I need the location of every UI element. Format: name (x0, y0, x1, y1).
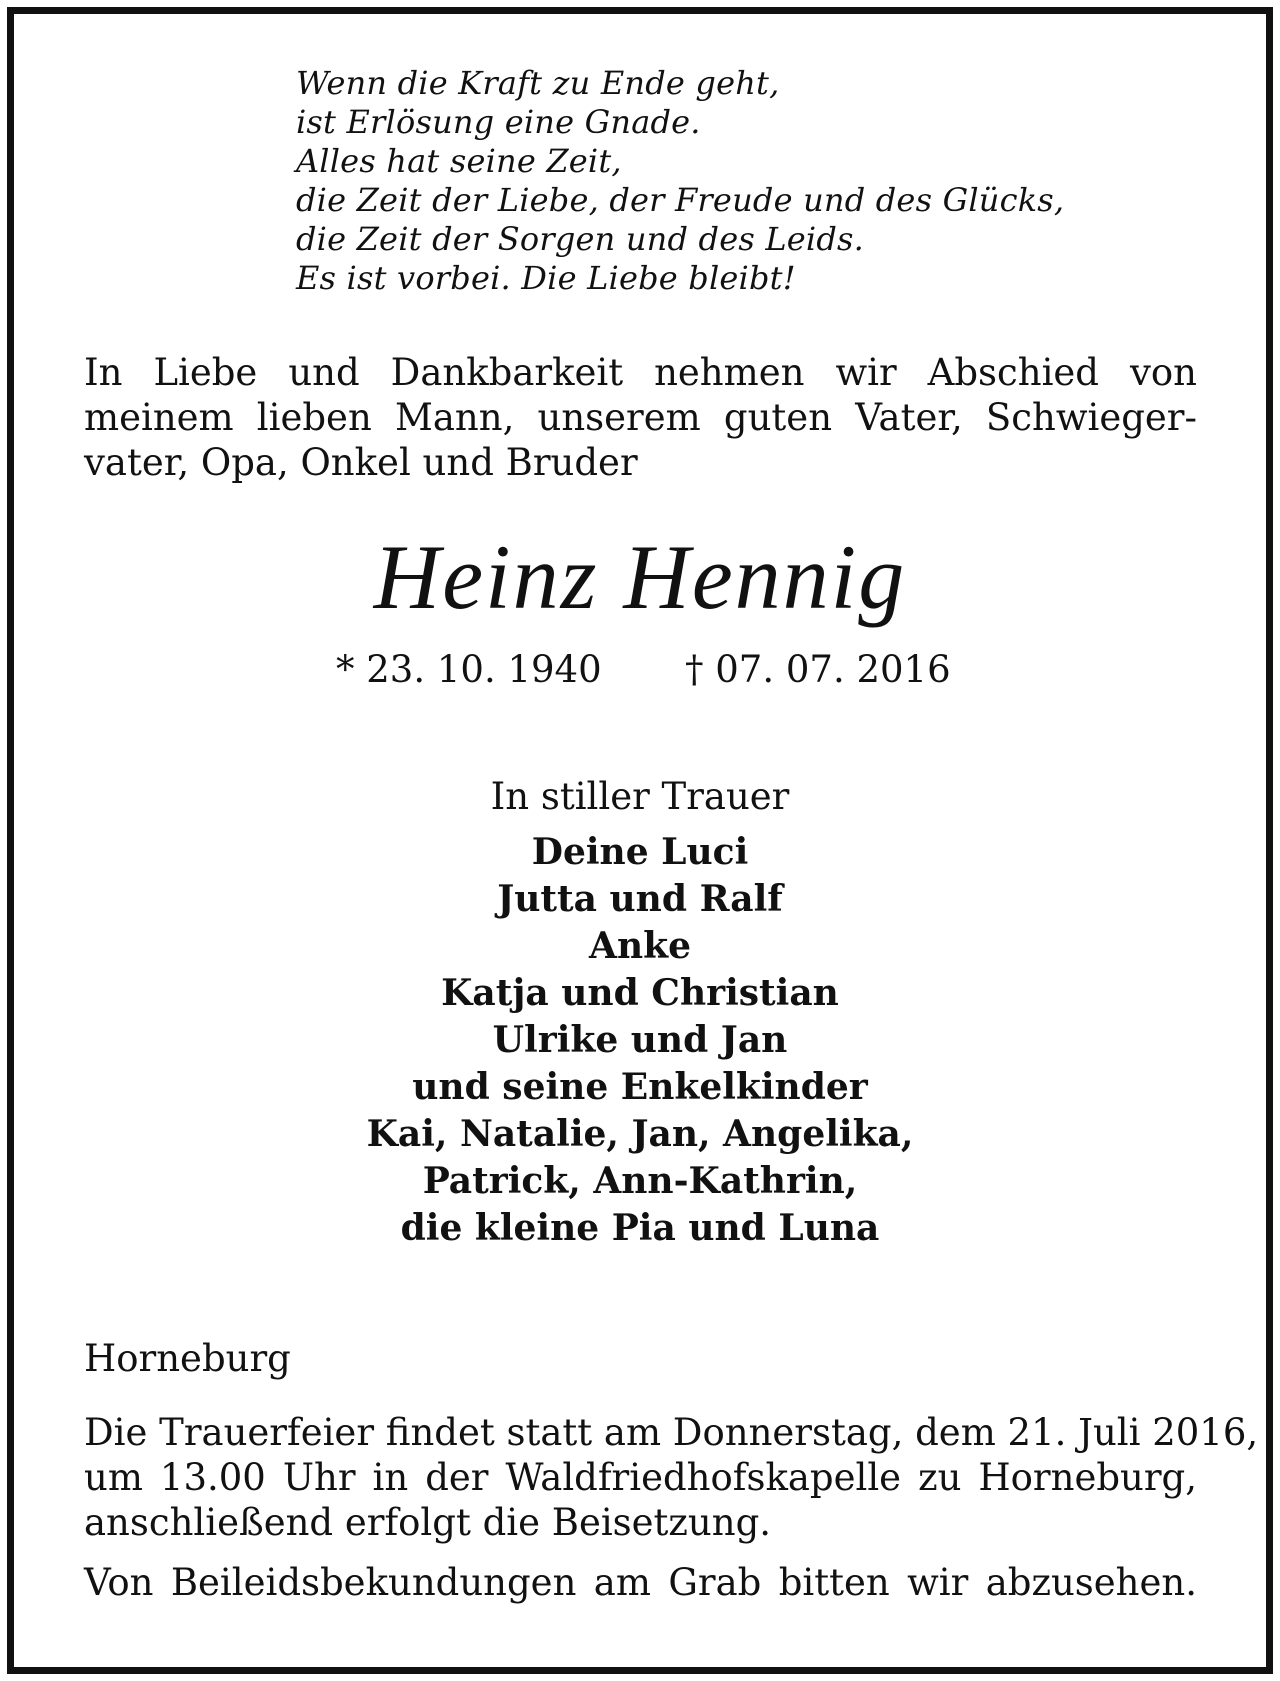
mourner-line: Ulrike und Jan (492, 1019, 788, 1061)
mourner-line: Deine Luci (531, 831, 749, 873)
poem-line: Alles hat seine Zeit, (296, 142, 622, 180)
intro-line: In Liebe und Dankbarkeit nehmen wir Abschied von (84, 351, 1197, 394)
service-line: anschließend erfolgt die Beisetzung. (84, 1501, 772, 1544)
mourner-line: Kai, Natalie, Jan, Angelika, (366, 1113, 914, 1155)
intro-line: meinem lieben Mann, unserem guten Vater, Schwieger- (84, 396, 1197, 439)
poem-line: ist Erlösung eine Gnade. (296, 103, 701, 141)
poem (296, 64, 1156, 298)
poem-line: Es ist vorbei. Die Liebe bleibt! (296, 259, 796, 297)
poem-line: die Zeit der Liebe, der Freude und des Glücks, (296, 181, 1065, 219)
birth-date: * 23. 10. 1940 (336, 648, 602, 691)
death-date: † 07. 07. 2016 (685, 648, 951, 691)
place-name: Horneburg (84, 1337, 291, 1380)
mourner-line: Anke (589, 925, 691, 967)
deceased-name: Heinz Hennig (373, 526, 907, 628)
condolence-request: Von Beileidsbekundungen am Grab bitten wir abzusehen. (84, 1561, 1197, 1604)
service-line: um 13.00 Uhr in der Waldfriedhofskapelle zu Horneburg, (84, 1456, 1197, 1499)
mourner-line: und seine Enkelkinder (412, 1066, 868, 1108)
intro-line: vater, Opa, Onkel und Bruder (84, 441, 638, 484)
mourning-heading: In stiller Trauer (490, 775, 790, 818)
service-line: Die Trauerfeier findet statt am Donnerstag, dem 21. Juli 2016, (84, 1411, 1259, 1454)
mourner-line: Jutta und Ralf (497, 878, 783, 920)
service-info (84, 1410, 1259, 1545)
mourner-line: Katja und Christian (441, 972, 839, 1014)
intro-paragraph (84, 350, 1197, 485)
mourner-line: Patrick, Ann-Kathrin, (422, 1160, 858, 1202)
poem-line: Wenn die Kraft zu Ende geht, (296, 64, 780, 102)
mourners-list (0, 829, 1280, 1252)
poem-line: die Zeit der Sorgen und des Leids. (296, 220, 865, 258)
mourner-line: die kleine Pia und Luna (400, 1207, 880, 1249)
